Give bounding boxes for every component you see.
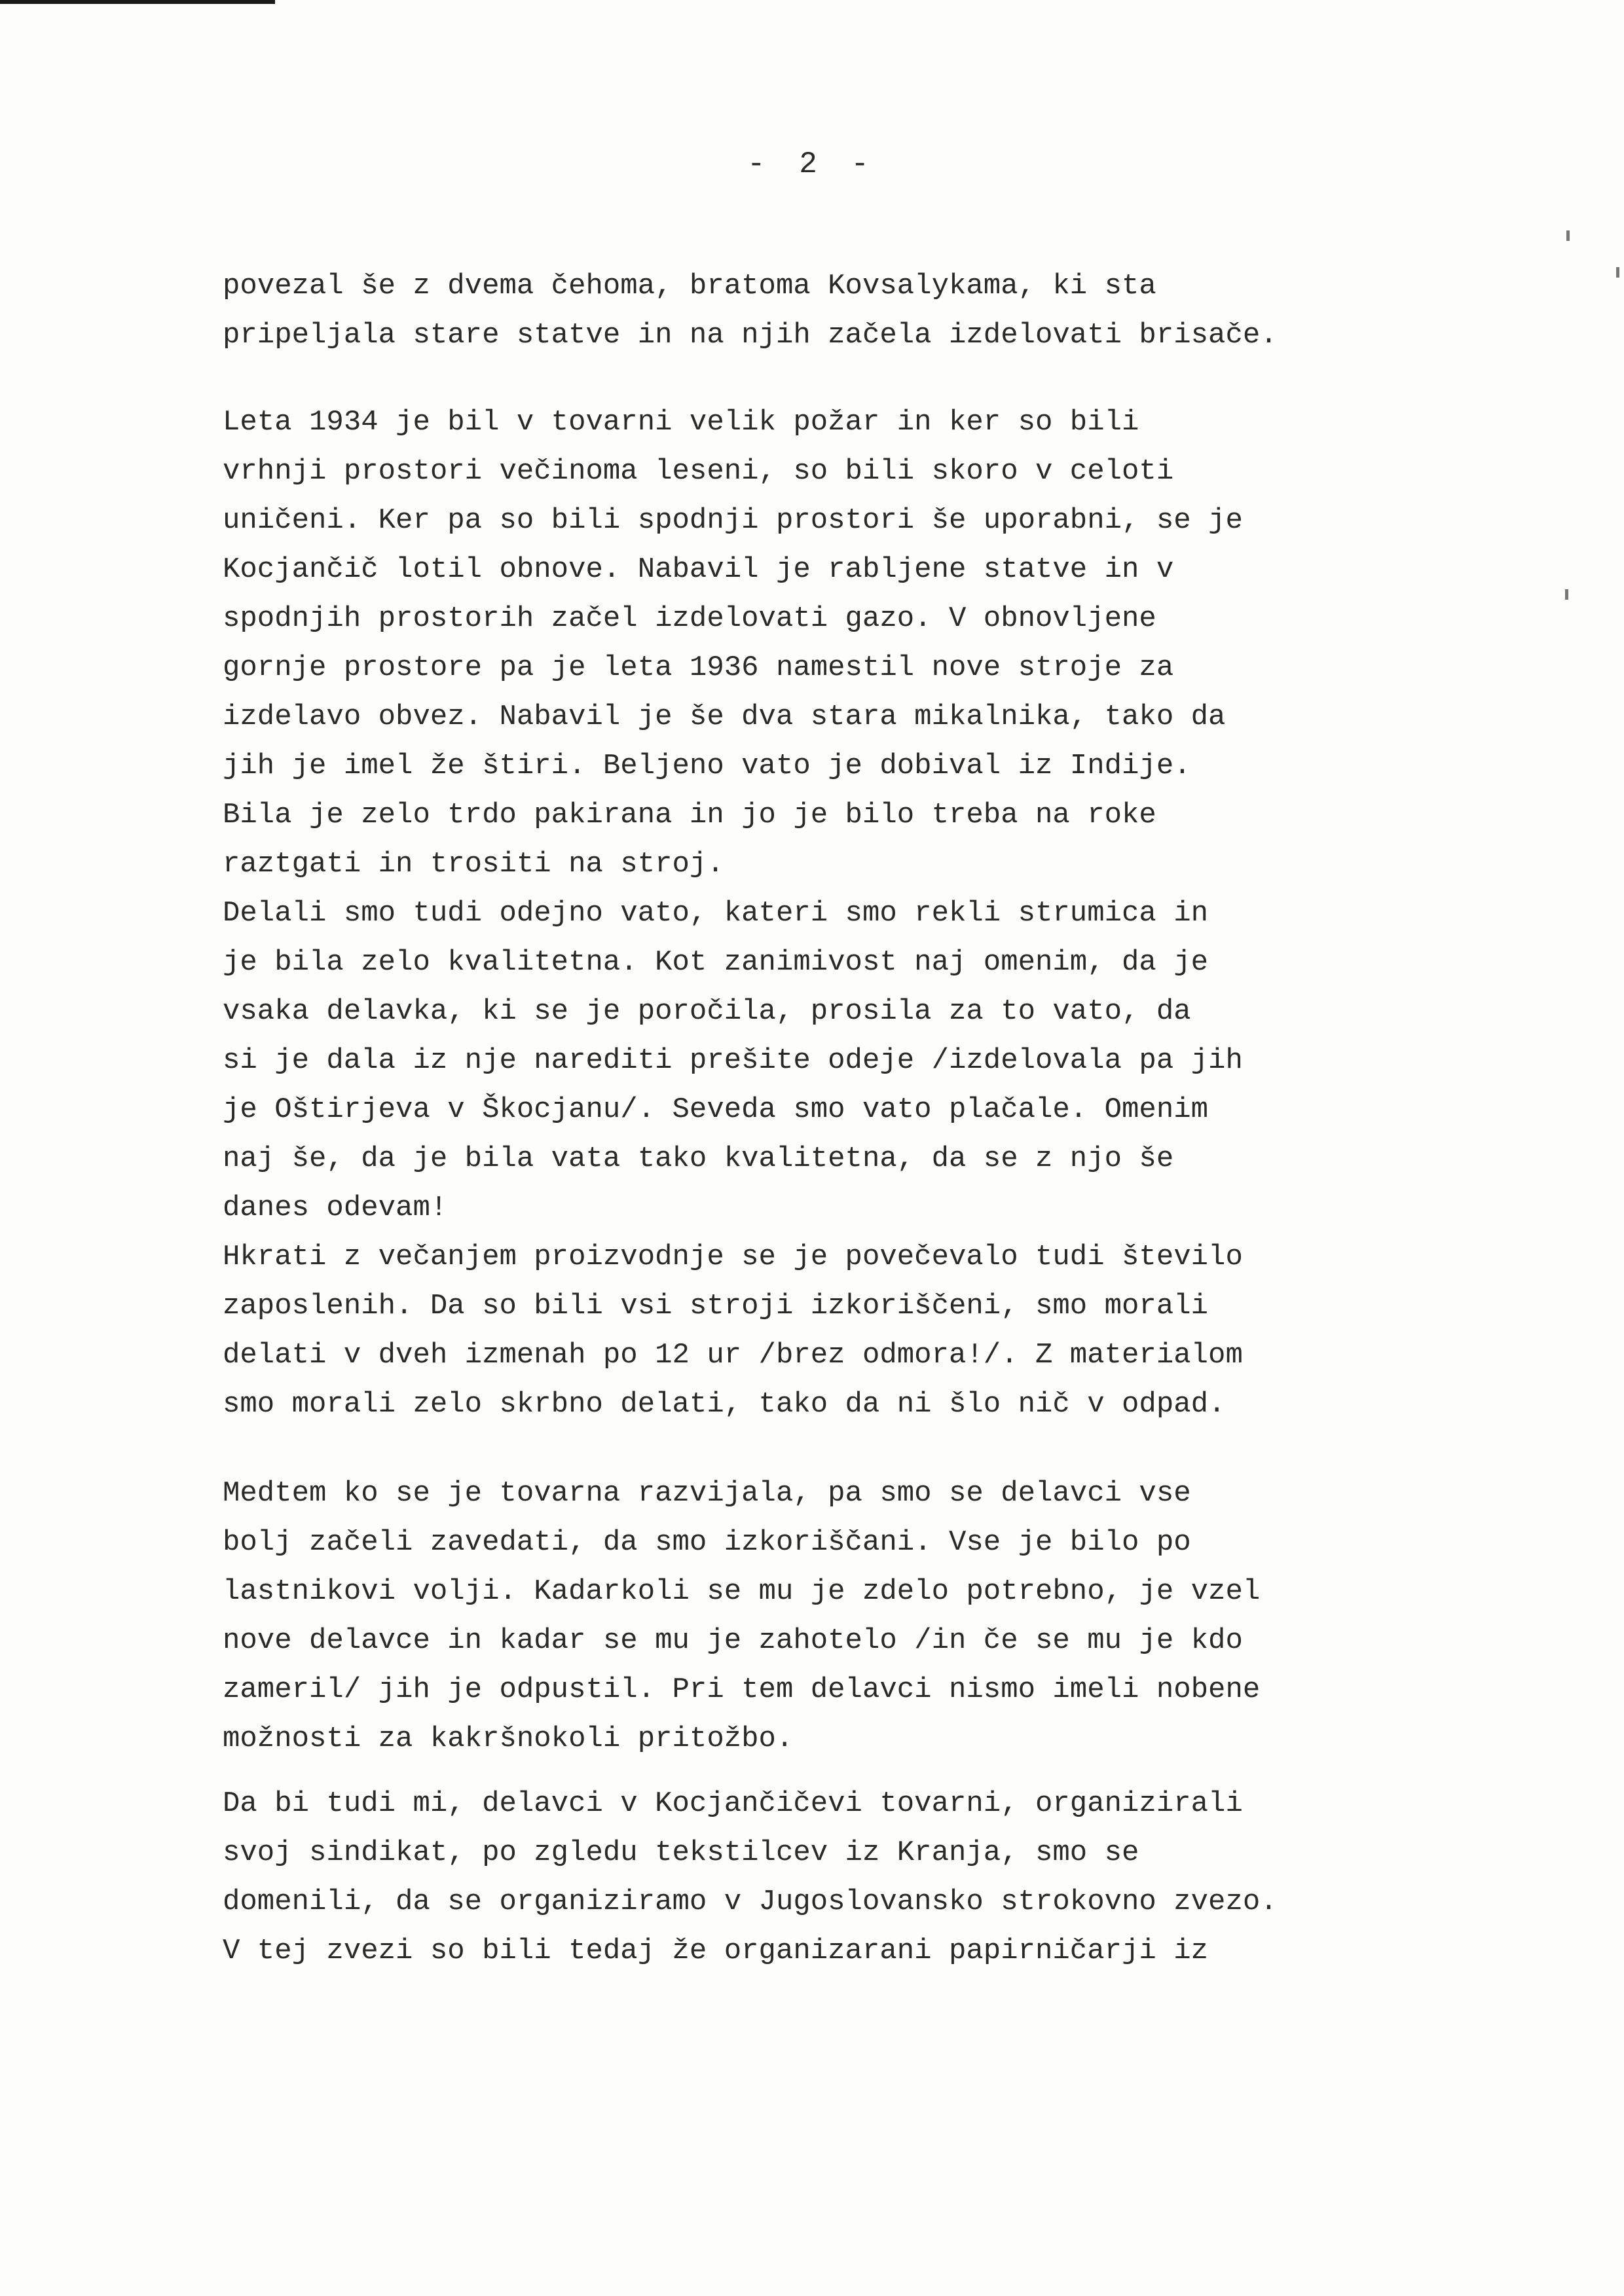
margin-mark xyxy=(1565,589,1568,600)
page-number: - 2 - xyxy=(747,147,877,181)
paragraph-3: Medtem ko se je tovarna razvijala, pa smo se delavci vse bolj začeli zavedati, da smo izkoriščani. Vse je bilo po lastnikovi volji. Kadarkoli se mu je zdelo potrebno, je vzel nove delavce in kadar se mu je zahotelo /in če se mu je kdo zameril/ jih je odpustil. Pri tem delavci nismo imeli nobene možnosti za kakršnokoli pritožbo. xyxy=(223,1477,1261,1755)
scan-edge-line xyxy=(0,0,275,4)
margin-mark xyxy=(1616,267,1619,278)
paragraph-2: Leta 1934 je bil v tovarni velik požar in ker so bili vrhnji prostori večinoma leseni, so bili skoro v celoti uničeni. Ker pa so bili spodnji prostori še uporabni, se je Kocjančič lotil obnove. Nabavil je rabljene statve in v spodnjih prostorih začel izdelovati gazo. V obnovljene gornje prostore pa je leta 1936 namestil nove stroje za izdelavo obvez. Nabavil je še dva stara mikalnika, tako da jih je imel že štiri. Beljeno vato je dobival iz Indije. Bila je zelo trdo pakirana in jo je bilo treba na roke raztgati in trositi na stroj. Delali smo tudi odejno vato, kateri smo rekli strumica in je bila zelo kvalitetna. Kot zanimivost naj omenim, da je vsaka delavka, ki se je poročila, prosila za to vato, da si je dala iz nje narediti prešite odeje /izdelovala pa jih je Oštirjeva v Škocjanu/. Seveda smo vato plačale. Omenim naj še, da je bila vata tako kvalitetna, da se z njo še danes odevam! Hkrati z večanjem proizvodnje se je povečevalo tudi število zaposlenih. Da so bili vsi stroji izkoriščeni, smo morali delati v dveh izmenah po 12 ur /brez odmora!/. Z materialom smo morali zelo skrbno delati, tako da ni šlo nič v odpad. xyxy=(223,406,1243,1421)
margin-mark xyxy=(1566,230,1570,241)
paragraph-1: povezal še z dvema čehoma, bratoma Kovsalykama, ki sta pripeljala stare statve in na njih začela izdelovati brisače. xyxy=(223,270,1278,352)
paragraph-4: Da bi tudi mi, delavci v Kocjančičevi tovarni, organizirali svoj sindikat, po zgledu tekstilcev iz Kranja, smo se domenili, da se organiziramo v Jugoslovansko strokovno zvezo. V tej zvezi so bili tedaj že organizarani papirničarji iz xyxy=(223,1787,1278,1967)
